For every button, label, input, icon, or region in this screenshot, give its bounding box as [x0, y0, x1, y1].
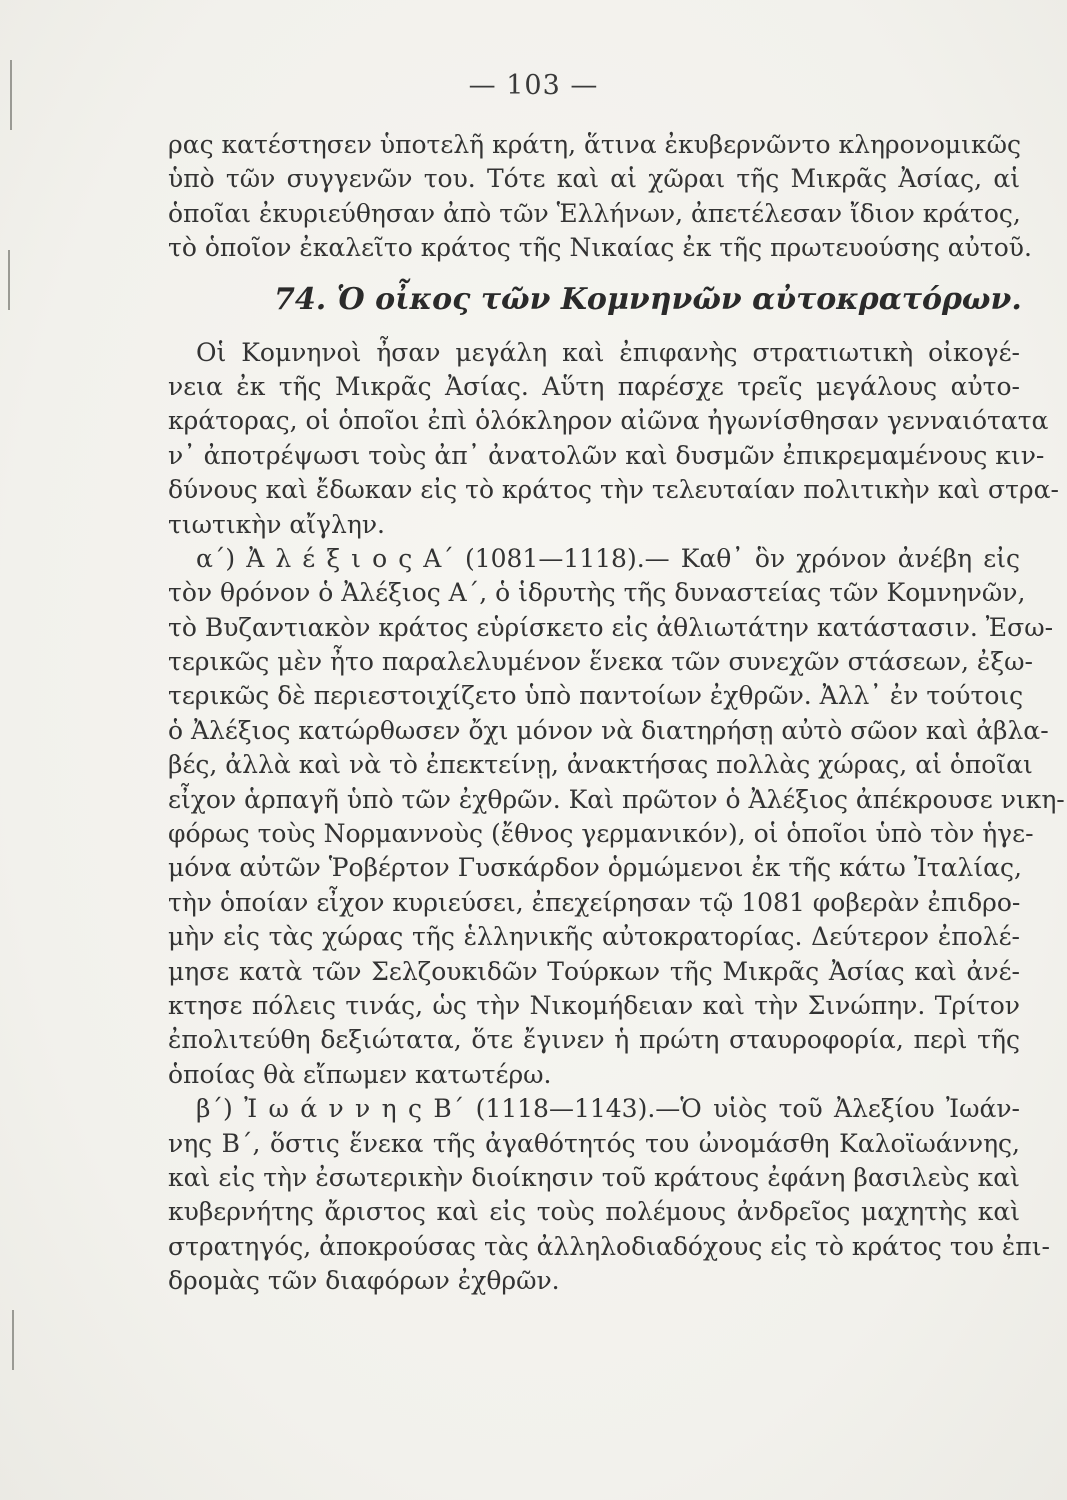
text-line: φόρως τοὺς Νορμαννοὺς (ἔθνος γερμανικόν), οἱ ὁποῖοι ὑπὸ τὸν ἡγε-	[168, 819, 1034, 849]
text-line: νεια ἐκ τῆς Μικρᾶς Ἀσίας. Αὕτη παρέσχε τρεῖς μεγάλους αὐτο-	[168, 371, 1020, 401]
text-line: μησε κατὰ τῶν Σελζουκιδῶν Τούρκων τῆς Μικρᾶς Ἀσίας καὶ ἀνέ-	[168, 956, 1020, 986]
text-line: στρατηγός, ἀποκρούσας τὰς ἀλληλοδιαδόχους εἰς τὸ κράτος του ἐπι-	[168, 1231, 1050, 1261]
text-line: εἶχον ἁρπαγῆ ὑπὸ τῶν ἐχθρῶν. Καὶ πρῶτον ὁ Ἀλέξιος ἀπέκρουσε νικη-	[168, 784, 1065, 814]
text-line: δύνους καὶ ἔδωκαν εἰς τὸ κράτος τὴν τελευταίαν πολιτικὴν καὶ στρα-	[168, 475, 1059, 505]
text-line: βές, ἀλλὰ καὶ νὰ τὸ ἐπεκτείνῃ, ἀνακτήσας πολλὰς χώρας, αἱ ὁποῖαι	[168, 750, 1033, 780]
text-line: καὶ εἰς τὴν ἐσωτερικὴν διοίκησιν τοῦ κράτους ἐφάνη βασιλεὺς καὶ	[168, 1162, 1020, 1192]
text-line: τερικῶς μὲν ἦτο παραλελυμένον ἕνεκα τῶν συνεχῶν στάσεων, ἐξω-	[168, 647, 1033, 677]
text-line: ἐπολιτεύθη δεξιώτατα, ὅτε ἔγινεν ἡ πρώτη σταυροφορία, περὶ τῆς	[168, 1025, 1020, 1055]
text-line: ρας κατέστησεν ὑποτελῆ κράτη, ἅτινα ἐκυβερνῶντο κληρονομικῶς	[168, 130, 1021, 159]
paragraph-2	[168, 336, 1059, 542]
text-line: κράτορας, οἱ ὁποῖοι ἐπὶ ὁλόκληρον αἰῶνα ἠγωνίσθησαν γενναιότατα	[168, 406, 1049, 436]
text-line: δρομὰς τῶν διαφόρων ἐχθρῶν.	[168, 1266, 560, 1296]
text-line: κτησε πόλεις τινάς, ὡς τὴν Νικομήδειαν καὶ τὴν Σινώπην. Τρίτον	[168, 990, 1020, 1020]
text-line: τὴν ὁποίαν εἶχον κυριεύσει, ἐπεχείρησαν τῷ 1081 φοβερὰν ἐπιδρο-	[168, 887, 1021, 917]
left-edge-mark	[8, 250, 10, 310]
text-line: μὴν εἰς τὰς χώρας τῆς ἑλληνικῆς αὐτοκρατορίας. Δεύτερον ἐπολέ-	[168, 922, 1020, 952]
text-line: ὑπὸ τῶν συγγενῶν του. Τότε καὶ αἱ χῶραι τῆς Μικρᾶς Ἀσίας, αἱ	[168, 164, 1020, 194]
text-line: β΄) Ἰ ω ά ν ν η ς Β΄ (1118—1143).—Ὁ υἱὸς τοῦ Ἀλεξίου Ἰωάν-	[196, 1094, 1020, 1124]
section-heading: 74. Ὁ οἶκος τῶν Κομνηνῶν αὐτοκρατόρων.	[274, 281, 1022, 317]
text-line: Οἱ Κομνηνοὶ ἦσαν μεγάλη καὶ ἐπιφανὴς στρατιωτικὴ οἰκογέ-	[196, 337, 1020, 367]
text-line: ν᾽ ἀποτρέψωσι τοὺς ἀπ᾽ ἀνατολῶν καὶ δυσμῶν ἐπικρεμαμένους κιν-	[168, 440, 1045, 470]
text-line: α΄) Ἀ λ έ ξ ι ο ς Α΄ (1081—1118).— Καθ᾽ ὃν χρόνον ἀνέβη εἰς	[196, 543, 1020, 573]
left-edge-mark	[12, 1310, 14, 1370]
body-text	[168, 128, 1065, 1299]
paragraph-3	[168, 542, 1065, 1092]
text-line: τὸ Βυζαντιακὸν κράτος εὑρίσκετο εἰς ἀθλιωτάτην κατάστασιν. Ἐσω-	[168, 612, 1054, 642]
paragraph-1	[168, 128, 1032, 266]
text-line: κυβερνήτης ἄριστος καὶ εἰς τοὺς πολέμους ἀνδρεῖος μαχητὴς καὶ	[168, 1197, 1020, 1227]
text-line: ὁποίας θὰ εἴπωμεν κατωτέρω.	[168, 1059, 552, 1089]
text-line: τὸν θρόνον ὁ Ἀλέξιος Α΄, ὁ ἱδρυτὴς τῆς δυναστείας τῶν Κομνηνῶν,	[168, 578, 1026, 608]
text-line: νης Β΄, ὅστις ἕνεκα τῆς ἀγαθότητός του ὠνομάσθη Καλοϊωάννης,	[168, 1128, 1020, 1158]
text-line: ὁποῖαι ἐκυριεύθησαν ἀπὸ τῶν Ἑλλήνων, ἀπετέλεσαν ἴδιον κράτος,	[168, 198, 1021, 228]
text-line: ὁ Ἀλέξιος κατώρθωσεν ὄχι μόνον νὰ διατηρήσῃ αὐτὸ σῶον καὶ ἀβλα-	[168, 715, 1049, 745]
paragraph-4	[168, 1092, 1050, 1298]
text-line: τιωτικὴν αἴγλην.	[168, 509, 385, 539]
text-line: τερικῶς δὲ περιεστοιχίζετο ὑπὸ παντοίων ἐχθρῶν. Ἀλλ᾽ ἐν τούτοις	[168, 681, 1024, 711]
text-line: μόνα αὐτῶν Ῥοβέρτον Γυσκάρδον ὁρμώμενοι ἐκ τῆς κάτω Ἰταλίας,	[168, 853, 1022, 883]
text-line: τὸ ὁποῖον ἐκαλεῖτο κράτος τῆς Νικαίας ἐκ τῆς πρωτευούσης αὐτοῦ.	[168, 233, 1032, 263]
page-number: — 103 —	[468, 70, 599, 101]
